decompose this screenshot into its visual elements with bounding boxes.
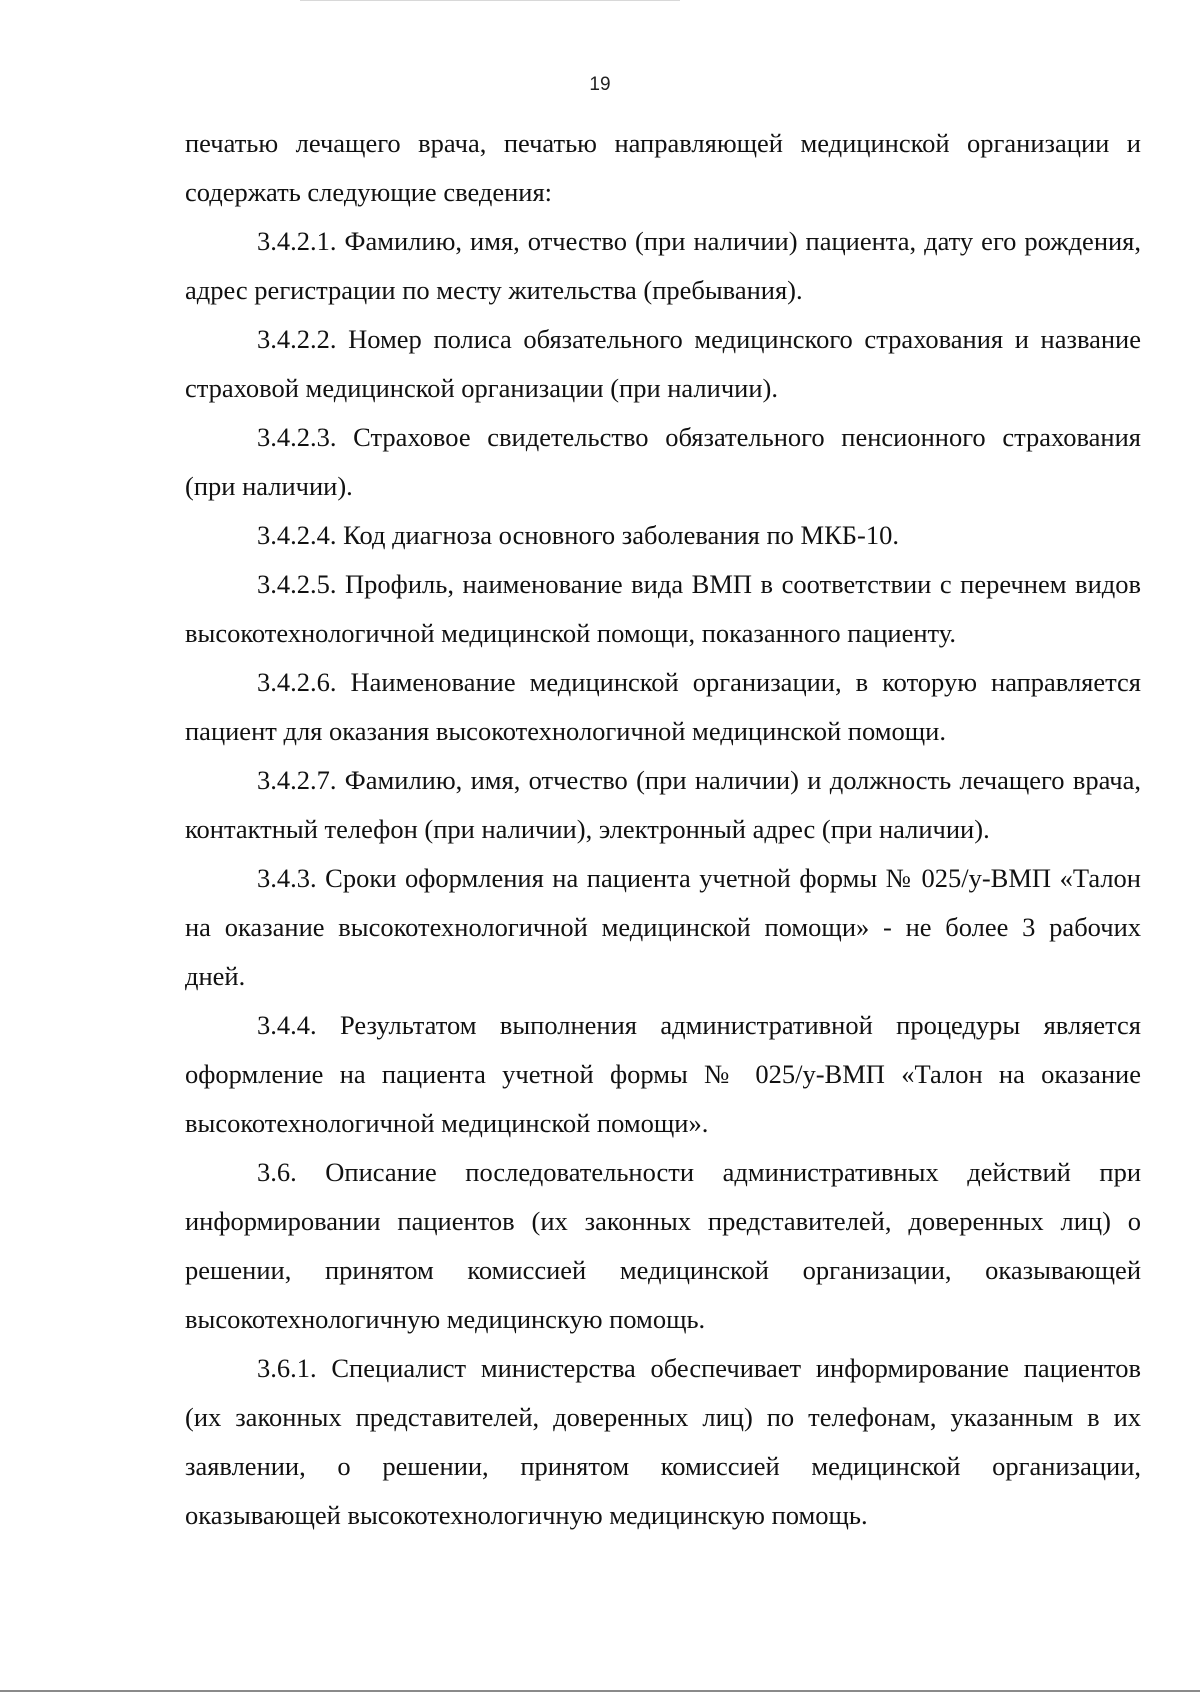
paragraph-3-4-2-3: 3.4.2.3. Страховое свидетельство обязательного пенсионного страхования (при наличии). (185, 422, 1141, 501)
document-body (185, 119, 1141, 1540)
paragraph-3-4-2-1: 3.4.2.1. Фамилию, имя, отчество (при наличии) пациента, дату его рождения, адрес регистрации по месту жительства (пребывания). (185, 226, 1141, 305)
paragraph-3-4-3: 3.4.3. Сроки оформления на пациента учетной формы № 025/у-ВМП «Талон на оказание высокотехнологичной медицинской помощи» - не более 3 рабочих дней. (185, 863, 1141, 991)
paragraph-3-6-1: 3.6.1. Специалист министерства обеспечивает информирование пациентов (их законных представителей, доверенных лиц) по телефонам, указанным в их заявлении, о решении, принятом комиссией медицинской организации, оказывающей высокотехнологичную медицинскую помощь. (185, 1353, 1141, 1530)
paragraph-3-4-2-4: 3.4.2.4. Код диагноза основного заболевания по МКБ-10. (257, 520, 899, 550)
paragraph-3-6: 3.6. Описание последовательности административных действий при информировании пациентов (их законных представителей, доверенных лиц) о решении, принятом комиссией медицинской организации, оказывающей высокотехнологичную медицинскую помощь. (185, 1157, 1141, 1334)
paragraph-3-4-2-2: 3.4.2.2. Номер полиса обязательного медицинского страхования и название страховой медицинской организации (при наличии). (185, 324, 1141, 403)
paragraph-3-4-4: 3.4.4. Результатом выполнения административной процедуры является оформление на пациента учетной формы № 025/у-ВМП «Талон на оказание высокотехнологичной медицинской помощи». (185, 1010, 1141, 1138)
scan-artifact-line (300, 0, 680, 1)
page-number: 19 (589, 74, 611, 95)
paragraph-3-4-2-6: 3.4.2.6. Наименование медицинской организации, в которую направляется пациент для оказания высокотехнологичной медицинской помощи. (185, 667, 1141, 746)
paragraph-continuation: печатью лечащего врача, печатью направляющей медицинской организации и содержать следующие сведения: (185, 128, 1141, 207)
paragraph-3-4-2-7: 3.4.2.7. Фамилию, имя, отчество (при наличии) и должность лечащего врача, контактный телефон (при наличии), электронный адрес (при наличии). (185, 765, 1141, 844)
paragraph-3-4-2-5: 3.4.2.5. Профиль, наименование вида ВМП в соответствии с перечнем видов высокотехнологичной медицинской помощи, показанного пациенту. (185, 569, 1141, 648)
scan-bottom-edge (0, 1690, 1200, 1692)
